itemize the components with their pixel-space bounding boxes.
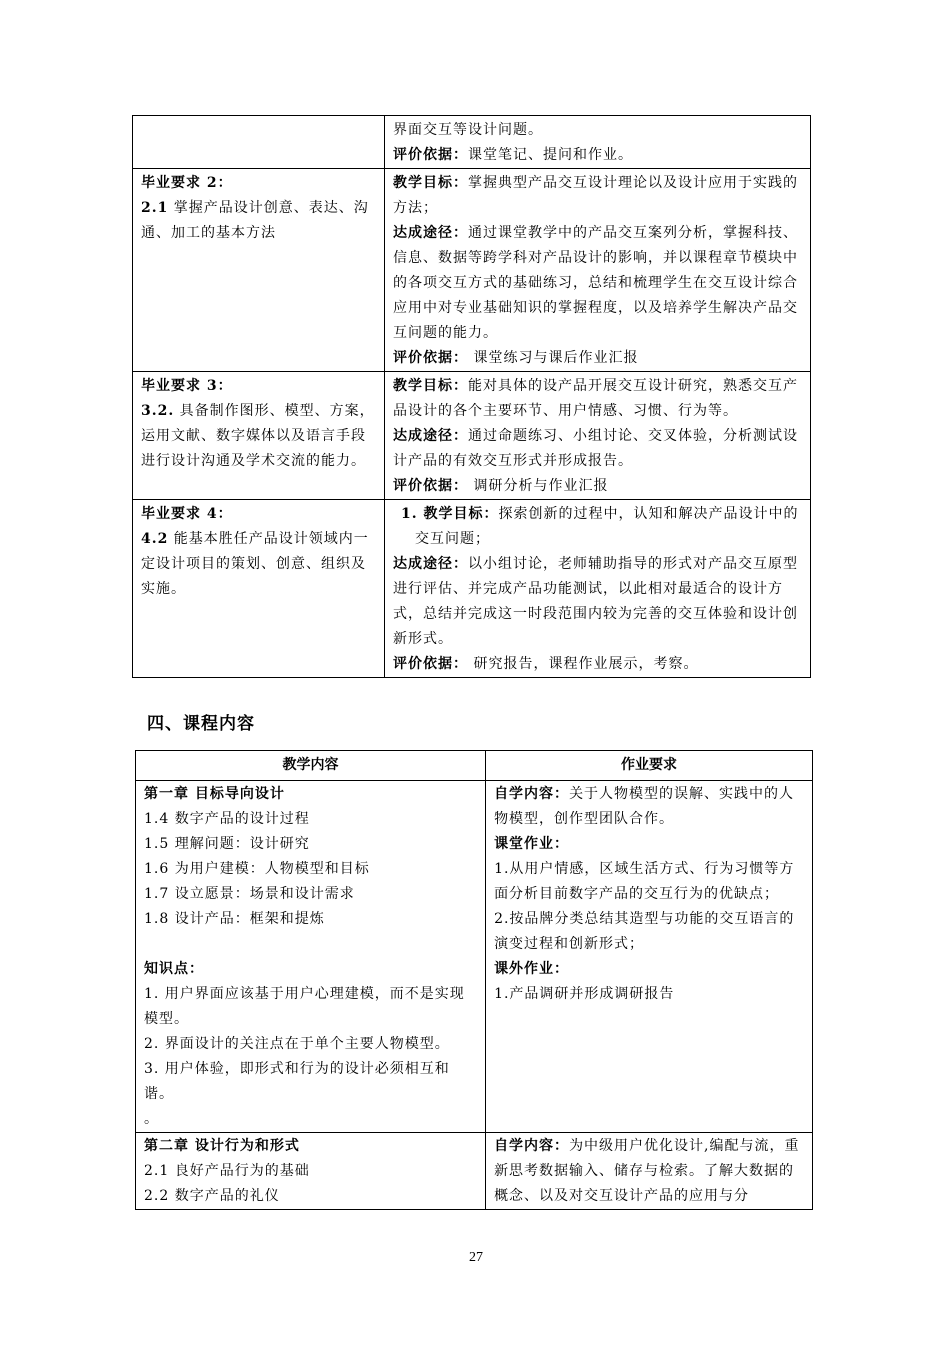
list-item: 2.2 数字产品的礼仪 (144, 1188, 280, 1204)
table-row (133, 500, 811, 678)
graduation-requirements-table (132, 115, 811, 678)
class-work-item: 1.从用户情感，区域生活方式、行为习惯等方面分析目前数字产品的交互行为的优缺点； (494, 861, 795, 902)
course-content-table (135, 750, 813, 1210)
requirement-cell (133, 500, 385, 678)
list-item: 2.1 良好产品行为的基础 (144, 1163, 310, 1179)
requirement-cell (133, 372, 385, 500)
requirement-desc: 2.1 掌握产品设计创意、表达、沟通、加工的基本方法 (141, 200, 369, 241)
extra-work-item: 1.产品调研并形成调研报告 (494, 986, 675, 1002)
objective-cell: 教学目标：能对具体的设产品开展交互设计研究，熟悉交互产品设计的各个主要环节、用户情感、习惯、行为等。 达成途径：通过命题练习、小组讨论、交叉体验，分析测试设计产品的有效交互形式并形成报告。 评价依据： 调研分析与作业汇报 (385, 372, 811, 500)
extra-work-label: 课外作业： (494, 961, 570, 977)
table-row (136, 1133, 813, 1210)
requirement-desc: 3.2. 具备制作图形、模型、方案，运用文献、数字媒体以及语言手段进行设计沟通及学术交流的能力。 (141, 403, 375, 469)
table-row (133, 116, 811, 169)
list-item: 1.8 设计产品：框架和提炼 (144, 911, 325, 927)
objective-cell: 1. 教学目标：探索创新的过程中，认知和解决产品设计中的交互问题； 达成途径：以小组讨论，老师辅助指导的形式对产品交互原型进行评估、并完成产品功能测试，以此相对最适合的设计方式，总结并完成这一时段范围内较为完善的交互体验和设计创新形式。 评价依据： 研究报告，课程作业展示，考察。 (385, 500, 811, 678)
requirement-cell (133, 169, 385, 372)
table-row (133, 169, 811, 372)
list-item: 1.5 理解问题：设计研究 (144, 836, 310, 852)
homework-cell: 自学内容：关于人物模型的误解、实践中的人物模型，创作型团队合作。 课堂作业： 1.从用户情感，区域生活方式、行为习惯等方面分析目前数字产品的交互行为的优缺点； 2.按品牌分类总结其造型与功能的交互语言的演变过程和创新形式； 课外作业： 1.产品调研并形成调研报告 (486, 781, 813, 1133)
cell-line: 评价依据：课堂笔记、提问和作业。 (393, 147, 633, 163)
knowledge-item: 。 (144, 1111, 159, 1127)
content-cell (136, 781, 486, 1133)
knowledge-item: 3. 用户体验，即形式和行为的设计必须相互和谐。 (144, 1061, 450, 1102)
table-row (136, 781, 813, 1133)
header-content: 教学内容 (136, 751, 486, 781)
cell-line: 界面交互等设计问题。 (393, 122, 543, 138)
class-work-label: 课堂作业： (494, 836, 570, 852)
list-item: 1.4 数字产品的设计过程 (144, 811, 310, 827)
knowledge-item: 1. 用户界面应该基于用户心理建模，而不是实现模型。 (144, 986, 465, 1027)
requirement-desc: 4.2 能基本胜任产品设计领域内一定设计项目的策划、创意、组织及实施。 (141, 531, 369, 597)
chapter-title: 第一章 目标导向设计 (144, 786, 285, 802)
homework-cell: 自学内容：为中级用户优化设计,编配与流，重新思考数据输入、储存与检索。了解大数据的概念、以及对交互设计产品的应用与分 (486, 1133, 813, 1210)
list-item: 1.7 设立愿景：场景和设计需求 (144, 886, 355, 902)
table-header-row (136, 751, 813, 781)
chapter-title: 第二章 设计行为和形式 (144, 1138, 300, 1154)
table-row (133, 372, 811, 500)
content-cell (136, 1133, 486, 1210)
section-heading: 四、课程内容 (147, 714, 255, 734)
requirement-title: 毕业要求 2： (141, 175, 233, 191)
knowledge-item: 2. 界面设计的关注点在于单个主要人物模型。 (144, 1036, 450, 1052)
objective-cell (385, 116, 811, 169)
objective-cell: 教学目标：掌握典型产品交互设计理论以及设计应用于实践的方法； 达成途径：通过课堂教学中的产品交互案列分析，掌握科技、信息、数据等跨学科对产品设计的影响，并以课程章节模块中的各项交互方式的基础练习，总结和梳理学生在交互设计综合应用中对专业基础知识的掌握程度，以及培养学生解决产品交互问题的能力。 评价依据： 课堂练习与课后作业汇报 (385, 169, 811, 372)
list-item: 1.6 为用户建模：人物模型和目标 (144, 861, 370, 877)
page-number: 27 (469, 1250, 483, 1265)
requirement-title: 毕业要求 3： (141, 378, 233, 394)
header-homework: 作业要求 (486, 751, 813, 781)
class-work-item: 2.按品牌分类总结其造型与功能的交互语言的演变过程和创新形式； (494, 911, 795, 952)
knowledge-label: 知识点： (144, 961, 204, 977)
requirement-title: 毕业要求 4： (141, 506, 233, 522)
requirement-cell (133, 116, 385, 169)
